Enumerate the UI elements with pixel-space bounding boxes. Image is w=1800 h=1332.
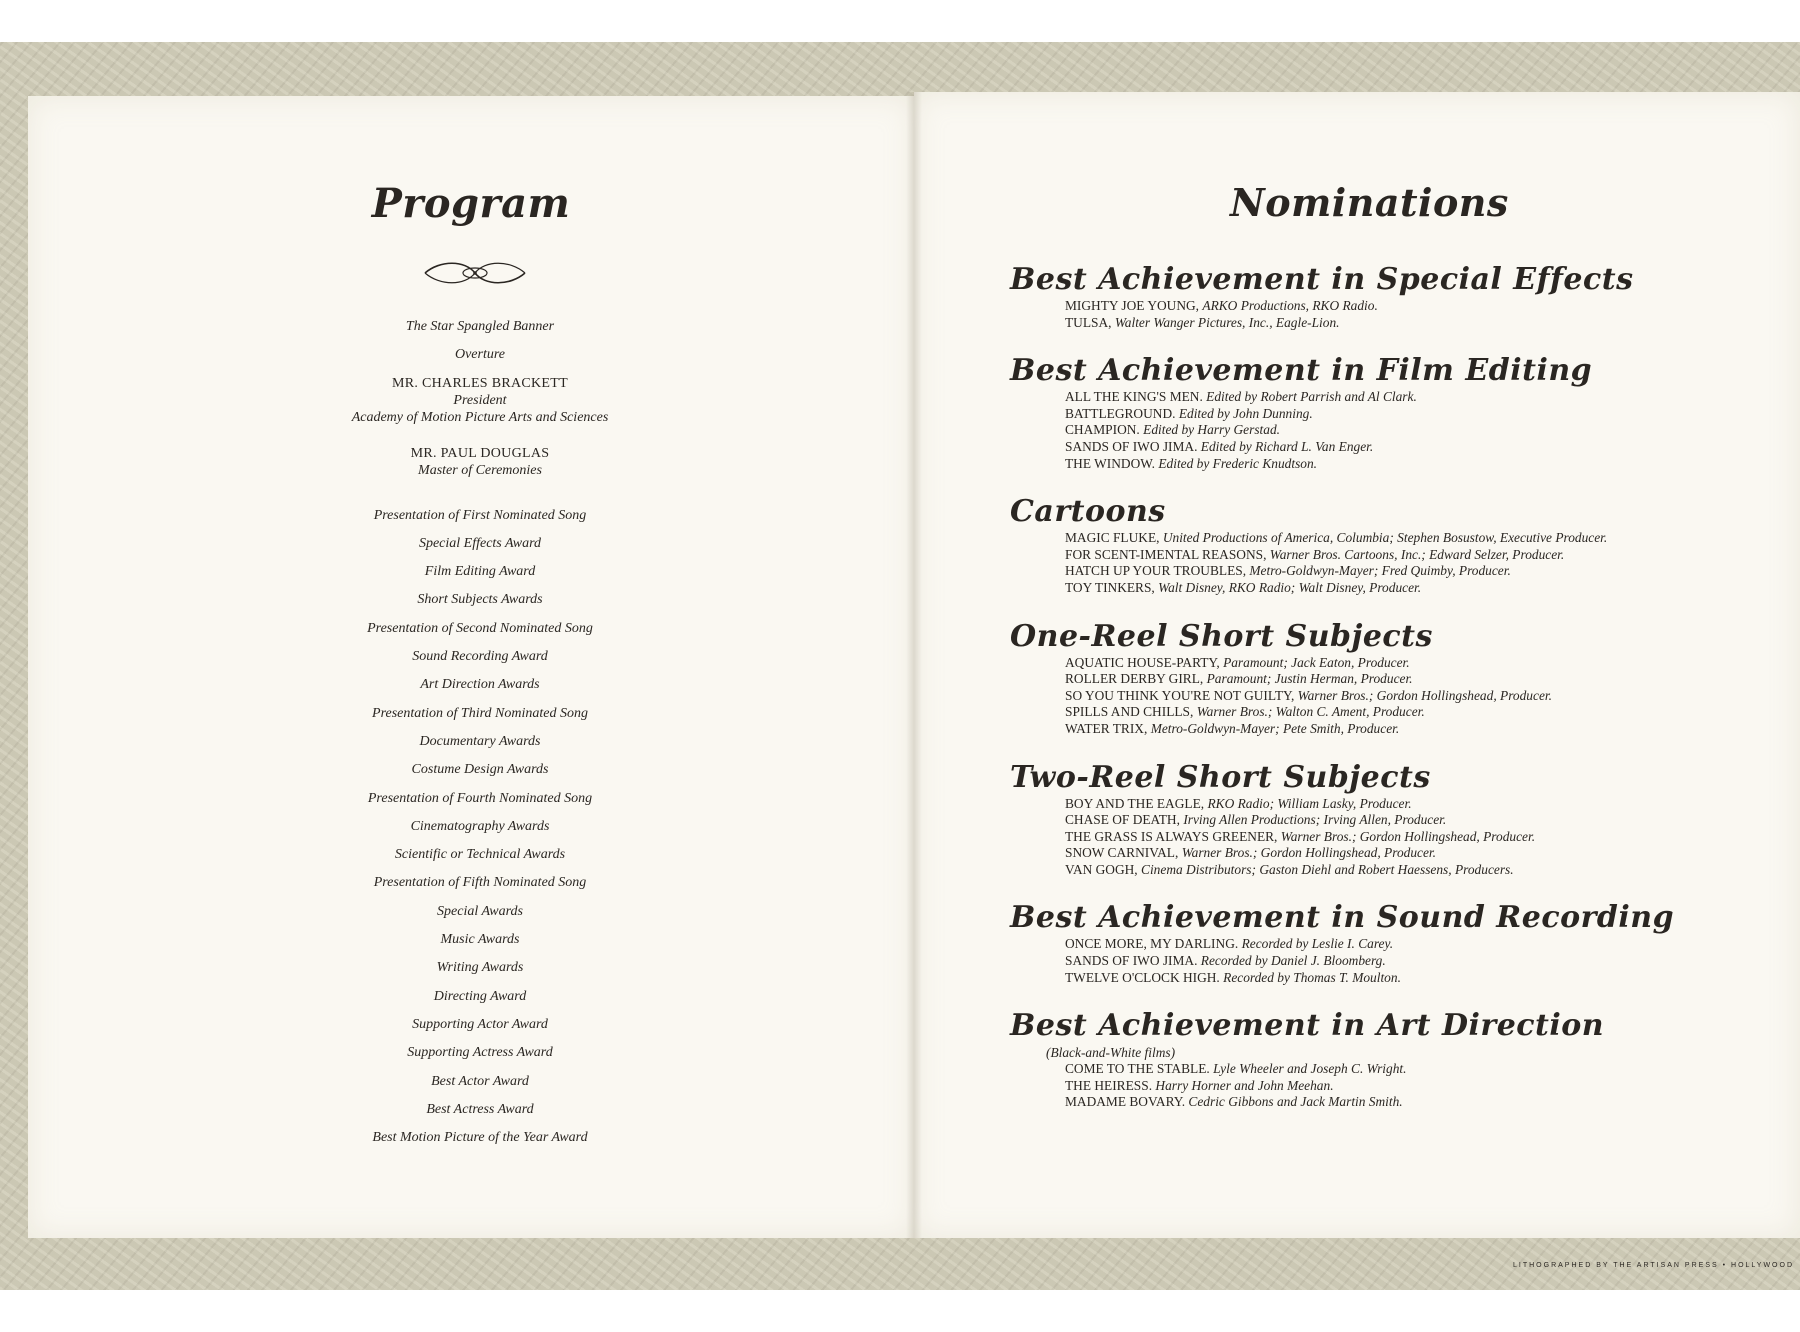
program-item-line: Cinematography Awards (410, 818, 550, 834)
nominee-entry (1065, 547, 1780, 564)
program-item-line: Film Editing Award (424, 564, 536, 580)
nominee-entry (1065, 315, 1780, 332)
program-item (270, 676, 690, 704)
page-gutter (906, 92, 922, 1238)
nominee-title: ALL THE KING'S MEN. (1065, 389, 1203, 405)
nomination-section (1010, 262, 1780, 331)
nominee-title: TOY TINKERS, (1065, 579, 1155, 595)
nominee-detail: Cinema Distributors; Gaston Diehl and Robert Haessens, Producers. (1141, 861, 1514, 877)
program-item-line: Special Awards (437, 903, 523, 919)
nominee-detail: Recorded by Leslie I. Carey. (1241, 936, 1394, 952)
nominee-title: THE HEIRESS. (1065, 1077, 1153, 1093)
program-item (270, 1129, 690, 1157)
nominee-title: AQUATIC HOUSE-PARTY, (1065, 654, 1220, 670)
nominee-entry (1065, 970, 1780, 987)
nominee-list (1065, 298, 1780, 331)
program-item (270, 563, 690, 591)
nominee-detail: Edited by Frederic Knudtson. (1158, 455, 1318, 471)
section-title: Best Achievement in Sound Recording (1010, 900, 1675, 936)
program-item-line: The Star Spangled Banner (405, 319, 555, 334)
program-item-line: Academy of Motion Picture Arts and Sciences (351, 409, 609, 425)
program-item (270, 846, 690, 874)
program-item-line: Presentation of Second Nominated Song (367, 620, 593, 636)
nominee-detail: Warner Bros.; Gordon Hollingshead, Producer. (1297, 687, 1552, 703)
nominee-title: VAN GOGH, (1065, 861, 1138, 877)
program-item (270, 346, 690, 374)
nominee-entry (1065, 580, 1780, 597)
section-title: Best Achievement in Film Editing (1010, 353, 1593, 389)
program-item-line: Special Effects Award (418, 535, 542, 551)
nominee-entry (1065, 936, 1780, 953)
nominee-entry (1065, 1061, 1780, 1078)
program-item-line: Presentation of Fourth Nominated Song (367, 790, 593, 806)
nominee-detail: Recorded by Thomas T. Moulton. (1223, 969, 1401, 985)
nominee-title: SANDS OF IWO JIMA. (1065, 953, 1198, 969)
program-item (270, 988, 690, 1016)
program-item-line: MR. PAUL DOUGLAS (410, 445, 550, 461)
program-item-line: Overture (454, 347, 506, 363)
program-item-line: Best Motion Picture of the Year Award (372, 1130, 588, 1146)
program-item (270, 1101, 690, 1129)
nominee-title: BATTLEGROUND. (1065, 405, 1176, 421)
nomination-section (1010, 900, 1780, 986)
nominee-title: SANDS OF IWO JIMA. (1065, 438, 1198, 454)
program-item-line: Presentation of First Nominated Song (373, 507, 587, 523)
program-item-line: Costume Design Awards (411, 762, 549, 778)
program-item-line: Presentation of Third Nominated Song (372, 705, 588, 721)
program-item (270, 931, 690, 959)
nominee-detail: Warner Bros.; Gordon Hollingshead, Producer. (1181, 845, 1436, 861)
program-item-line: Best Actress Award (426, 1101, 534, 1117)
program-item-line: Scientific or Technical Awards (394, 847, 566, 863)
nominee-detail: Paramount; Justin Herman, Producer. (1206, 671, 1413, 687)
nominee-title: SPILLS AND CHILLS, (1065, 704, 1194, 720)
program-item-line: Supporting Actor Award (412, 1016, 548, 1032)
nomination-sections (1010, 262, 1780, 1133)
nominee-title: MADAME BOVARY. (1065, 1094, 1186, 1110)
nominee-entry (1065, 298, 1780, 315)
nominee-detail: Edited by Richard L. Van Enger. (1200, 438, 1374, 454)
section-title: Best Achievement in Art Direction (1010, 1008, 1605, 1044)
program-item (270, 507, 690, 535)
program-item (270, 535, 690, 563)
nominee-list (1065, 530, 1780, 596)
nominee-entry (1065, 406, 1780, 423)
nominee-detail: Paramount; Jack Eaton, Producer. (1223, 654, 1410, 670)
section-title: Two-Reel Short Subjects (1010, 759, 1431, 795)
program-item (270, 705, 690, 733)
nominee-entry (1065, 796, 1780, 813)
nominee-title: THE GRASS IS ALWAYS GREENER, (1065, 828, 1278, 844)
program-item-line: Short Subjects Awards (417, 592, 543, 608)
nominee-title: MIGHTY JOE YOUNG, (1065, 298, 1200, 313)
nominee-title: ROLLER DERBY GIRL, (1065, 671, 1204, 687)
program-item-line: Art Direction Awards (420, 677, 540, 693)
nominee-title: TULSA, (1065, 314, 1112, 330)
program-item-line: MR. CHARLES BRACKETT (392, 375, 568, 391)
program-item (270, 591, 690, 619)
program-item-line: Music Awards (440, 932, 520, 948)
nominee-title: CHAMPION. (1065, 422, 1140, 438)
nomination-section (1010, 494, 1780, 596)
nominee-title: FOR SCENT-IMENTAL REASONS, (1065, 546, 1267, 562)
nominee-title: BOY AND THE EAGLE, (1065, 795, 1205, 811)
nominee-entry (1065, 655, 1780, 672)
nominee-detail: Lyle Wheeler and Joseph C. Wright. (1213, 1061, 1407, 1077)
nominee-entry (1065, 688, 1780, 705)
program-item-line: Writing Awards (436, 960, 524, 976)
nominee-detail: Walter Wanger Pictures, Inc., Eagle-Lion. (1114, 314, 1340, 330)
program-item (270, 818, 690, 846)
nomination-section (1010, 760, 1780, 879)
program-item (270, 318, 690, 346)
flourish-ornament-icon (420, 258, 530, 288)
nominee-detail: Irving Allen Productions; Irving Allen, Producer. (1183, 812, 1447, 828)
nominee-entry (1065, 1078, 1780, 1095)
nominee-entry (1065, 422, 1780, 439)
nominee-detail: Harry Horner and John Meehan. (1155, 1077, 1334, 1093)
nominee-title: SO YOU THINK YOU'RE NOT GUILTY, (1065, 687, 1295, 703)
nominee-detail: Edited by John Dunning. (1178, 405, 1313, 421)
nominee-detail: Cedric Gibbons and Jack Martin Smith. (1188, 1094, 1403, 1110)
program-item (270, 648, 690, 676)
program-list (270, 318, 690, 1157)
nominee-detail: United Productions of America, Columbia; Stephen Bosustow, Executive Producer. (1162, 530, 1608, 546)
program-item-line: Master of Ceremonies (418, 462, 542, 478)
section-title: One-Reel Short Subjects (1010, 618, 1433, 654)
program-item (270, 1016, 690, 1044)
nominee-list (1065, 936, 1780, 986)
program-item (270, 874, 690, 902)
nominee-detail: RKO Radio; William Lasky, Producer. (1207, 795, 1412, 811)
nominee-entry (1065, 456, 1780, 473)
nominee-list (1065, 796, 1780, 879)
nominee-list (1065, 1061, 1780, 1111)
nominee-detail: Warner Bros.; Gordon Hollingshead, Producer. (1280, 828, 1536, 844)
nominee-list (1065, 389, 1780, 472)
nominee-title: TWELVE O'CLOCK HIGH. (1065, 969, 1220, 985)
nominee-entry (1065, 721, 1780, 738)
nominee-title: THE WINDOW. (1065, 455, 1155, 471)
nominee-title: CHASE OF DEATH, (1065, 812, 1180, 828)
program-item (270, 1073, 690, 1101)
nominee-detail: Walt Disney, RKO Radio; Walt Disney, Producer. (1158, 579, 1422, 595)
program-item-line: Documentary Awards (419, 733, 541, 749)
nominee-entry (1065, 704, 1780, 721)
nominee-detail: ARKO Productions, RKO Radio. (1202, 298, 1378, 313)
nominee-entry (1065, 563, 1780, 580)
nominee-title: COME TO THE STABLE. (1065, 1061, 1210, 1077)
nominee-title: HATCH UP YOUR TROUBLES, (1065, 563, 1247, 579)
section-title: Best Achievement in Special Effects (1010, 262, 1634, 297)
nominee-entry (1065, 812, 1780, 829)
nominee-title: WATER TRIX, (1065, 720, 1148, 736)
program-item (270, 959, 690, 987)
nominee-detail: Edited by Robert Parrish and Al Clark. (1206, 389, 1417, 405)
nominee-entry (1065, 845, 1780, 862)
nominee-detail: Metro-Goldwyn-Mayer; Pete Smith, Producer. (1150, 720, 1400, 736)
program-item (270, 733, 690, 761)
program-item-line: President (453, 392, 507, 408)
nominee-entry (1065, 829, 1780, 846)
program-item-line: Presentation of Fifth Nominated Song (373, 875, 587, 891)
program-item (270, 445, 690, 507)
program-item (270, 903, 690, 931)
nominee-entry (1065, 1094, 1780, 1111)
program-item-line: Supporting Actress Award (407, 1045, 553, 1061)
printer-credit: LITHOGRAPHED BY THE ARTISAN PRESS • HOLLYWOOD (1513, 1262, 1794, 1269)
section-title: Cartoons (1010, 494, 1166, 530)
nominee-detail: Warner Bros.; Walton C. Ament, Producer. (1196, 704, 1425, 720)
program-title: Program (371, 180, 571, 227)
program-item-line: Best Actor Award (431, 1073, 529, 1089)
nominee-detail: Recorded by Daniel J. Bloomberg. (1200, 953, 1386, 969)
nominee-entry (1065, 439, 1780, 456)
nomination-section (1010, 1008, 1780, 1111)
nominee-list (1065, 655, 1780, 738)
program-item-line: Sound Recording Award (412, 649, 548, 665)
nomination-section (1010, 353, 1780, 472)
nominee-detail: Metro-Goldwyn-Mayer; Fred Quimby, Producer. (1249, 563, 1511, 579)
nominee-detail: Warner Bros. Cartoons, Inc.; Edward Selzer, Producer. (1269, 546, 1565, 562)
program-item (270, 790, 690, 818)
nominee-entry (1065, 862, 1780, 879)
section-subtitle: (Black-and-White films) (1046, 1045, 1176, 1061)
program-item (270, 375, 690, 445)
nominations-title: Nominations (1230, 180, 1509, 225)
nominee-title: ONCE MORE, MY DARLING. (1065, 936, 1239, 952)
program-item (270, 761, 690, 789)
nominee-entry (1065, 389, 1780, 406)
program-item (270, 620, 690, 648)
nominee-detail: Edited by Harry Gerstad. (1143, 422, 1281, 438)
nominee-entry (1065, 953, 1780, 970)
nominee-entry (1065, 671, 1780, 688)
program-item-line: Directing Award (433, 988, 527, 1004)
nominee-title: SNOW CARNIVAL, (1065, 845, 1179, 861)
nominee-entry (1065, 530, 1780, 547)
nominee-title: MAGIC FLUKE, (1065, 530, 1160, 546)
program-item (270, 1044, 690, 1072)
nomination-section (1010, 619, 1780, 738)
